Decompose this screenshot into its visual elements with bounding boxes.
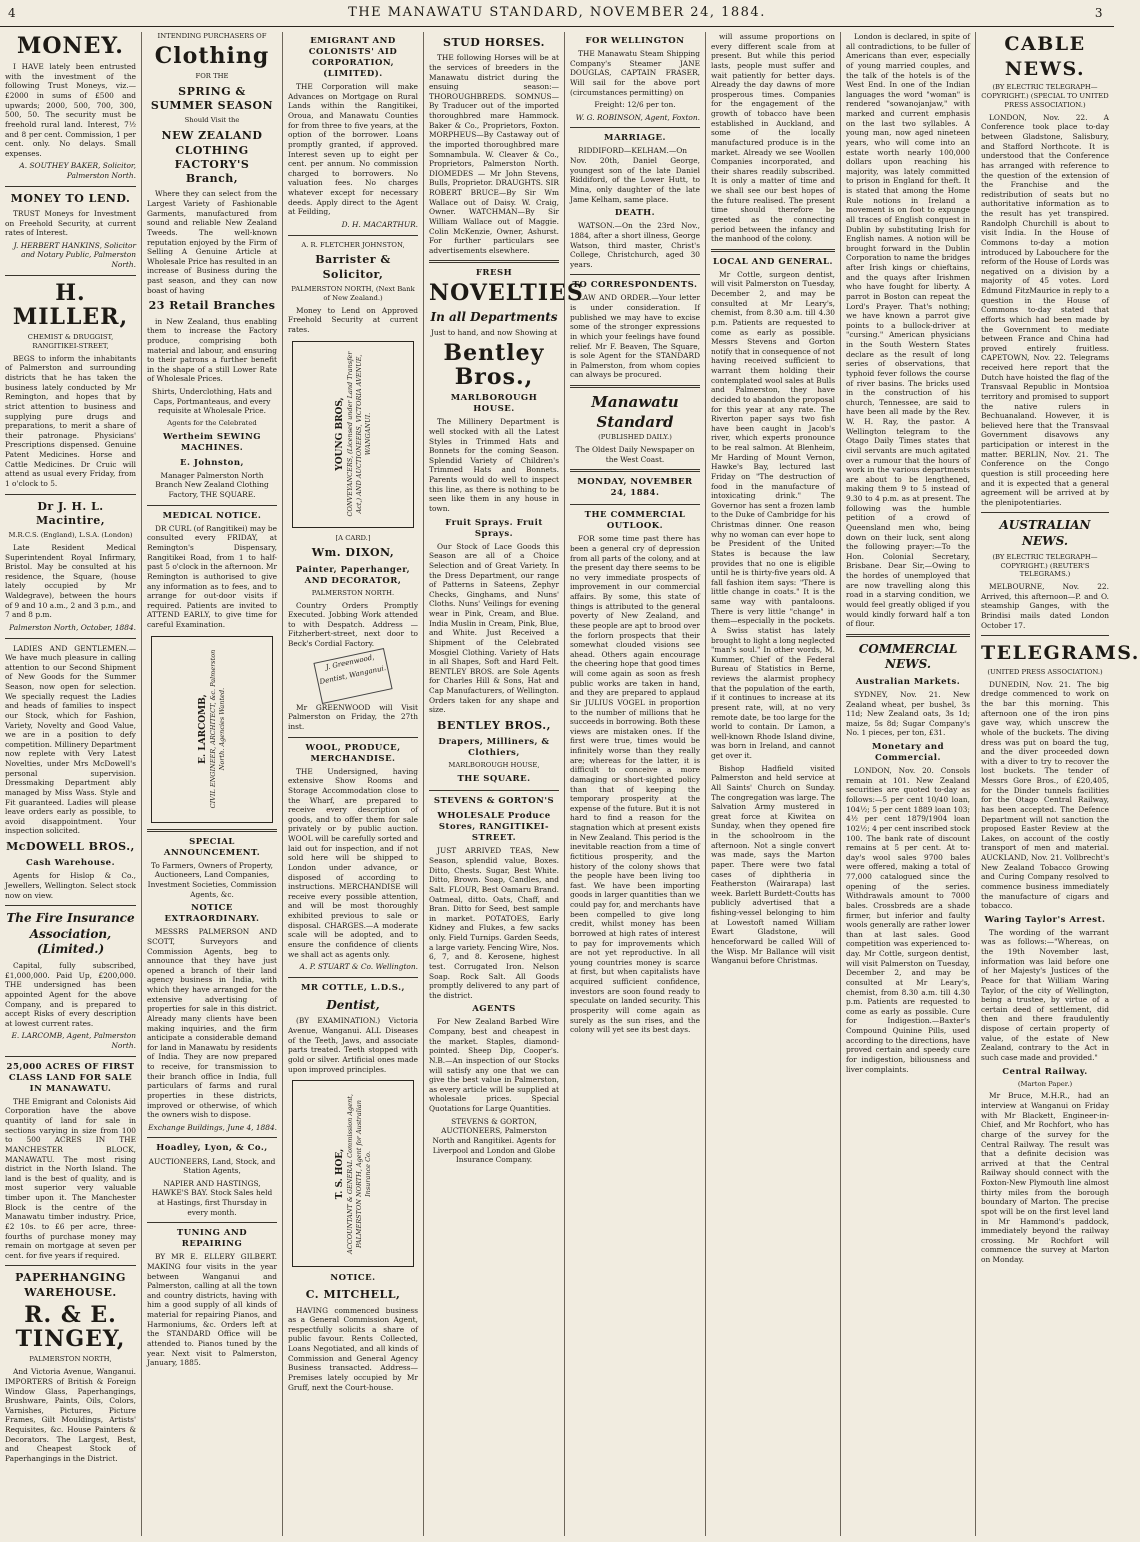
larcomb-card-name: E. LARCOMB, bbox=[198, 694, 209, 764]
macintire-ad-date: Palmerston North, October, 1884. bbox=[9, 622, 136, 632]
mcdowell-ad-body: Agents for Hislop & Co., Jewellers, Wellington. Select stock now on view. bbox=[5, 871, 136, 900]
greenwood-notice: Mr GREENWOOD will Visit Palmerston on Friday, the 27th inst. bbox=[288, 702, 418, 731]
masthead bbox=[0, 0, 1114, 27]
divider bbox=[5, 1265, 136, 1266]
dixon-body: Country Orders Promptly Executed. Jobbing Work attended to with Despatch. Address — Fitzherbert-street, next door to Beck's Cordial Factory. bbox=[288, 600, 418, 649]
clothing-title: Clothing bbox=[154, 42, 270, 69]
australian-markets-title: Australian Markets. bbox=[855, 676, 961, 687]
medical-notice-body: DR CURL (of Rangitikei) may be consulted every FRIDAY, at Remington's Dispensary, Rangitikei Road, from 1 to half-past 5 o'clock in the afternoon. Mr Remington is authorised to give any information as to fees, and to arrange for out-door visits if required. Patients are invited to ATTEND EARLY, to give time for careful Examination. bbox=[147, 523, 277, 630]
divider bbox=[288, 977, 418, 978]
divider bbox=[147, 1137, 277, 1138]
column-7 bbox=[840, 32, 975, 1536]
novelties-title: NOVELTIES bbox=[429, 280, 584, 307]
australian-news-subtitle: (BY ELECTRIC TELEGRAPH—COPYRIGHT.) (REUTER'S TELEGRAMS.) bbox=[992, 552, 1098, 579]
railway-subtitle: (Marton Paper.) bbox=[1017, 1079, 1073, 1088]
divider bbox=[5, 186, 136, 187]
fletcher-intro: A. R. FLETCHER JOHNSTON, bbox=[301, 240, 405, 249]
divider bbox=[429, 790, 559, 791]
column-2 bbox=[141, 32, 282, 1536]
telegrams-body: DUNEDIN, Nov. 21. The big dredge commenced to work on the bar this morning. This afternoon one of the iron pins gave way, which unscrew the whole of the buckets. The diving dress was put on board the tug, and the diver proceeded down with a diver to try to recover the lost buckets. The tender of Messrs Gore Bros., of £20,405, for the Dinder tunnels facilities for the Otago Central Railway, has been accepted. The Defence Department will not sanction the proposed Easter Review at the Lakes, on account of the costly transport of men and material. AUCKLAND, Nov. 21. Vollbrecht's New Zealand Tobacco Growing and Curing Company resolved to commence business immediately the manufacture of cigars and tobacco. bbox=[981, 679, 1109, 911]
fresh-label: FRESH bbox=[475, 268, 513, 279]
paperhanging-title: PAPERHANGING WAREHOUSE. bbox=[15, 1271, 126, 1299]
column-4 bbox=[423, 32, 584, 1536]
retail-branches-body: in New Zealand, thus enabling them to increase the Factory produce, comprising both material and labour, and ensuring to their patrons a further benefit in the shape of a still Lower Rate of Wholesale Prices. bbox=[147, 316, 277, 384]
special-announcement-subtitle: To Farmers, Owners of Property, Auctioneers, Land Companies, Investment Societies, Commission Agents, &c. bbox=[147, 860, 277, 899]
macintire-ad-body: Late Resident Medical Superintendent Royal Infirmary, Bristol. May be consulted at his residence, the Square, (house lately occupied by Mr Waldegrave), between the hours of 9 and 10 a.m., 2 and 3 p.m., and 7 and 8 p.m. bbox=[5, 542, 136, 620]
fire-insurance-body: Capital, fully subscribed, £1,000,000. Paid Up, £200,000. THE undersigned has been appointed Agent for the above Company, and is prepared to accept Risks of every description at lowest current rates. bbox=[5, 961, 136, 1028]
special-announcement-title: SPECIAL ANNOUNCEMENT. bbox=[163, 836, 261, 858]
divider bbox=[429, 260, 559, 263]
hoe-card bbox=[292, 1080, 414, 1267]
divider bbox=[147, 505, 277, 506]
emigrant-title: EMIGRANT AND COLONISTS' AID CORPORATION, (LIMITED). bbox=[308, 36, 398, 80]
hoe-card-name: T. S. HOE, bbox=[334, 1148, 345, 1199]
divider bbox=[981, 512, 1109, 513]
divider bbox=[288, 235, 418, 236]
macintire-ad-subtitle: M.R.C.S. (England), L.S.A. (London) bbox=[8, 531, 133, 540]
fletcher-subtitle: PALMERSTON NORTH, (Next Bank of New Zealand.) bbox=[291, 284, 415, 302]
shirts-line: Shirts, Underclothing, Hats and Caps, Portmanteaus, and every requisite at Wholesale Price. bbox=[152, 387, 272, 416]
page-number-left: 4 bbox=[8, 6, 18, 20]
australian-news-body: MELBOURNE, Nov. 22. Arrived, this afternoon—P. and O. steamship Ganges, with the Brindisi mails dated London October 17. bbox=[981, 582, 1109, 630]
emigrant-body: THE Corporation will make Advances on Mortgage on Rural Lands within the Rangitikei, Oroua, and Manawatu Counties for from three to five years, at the option of the borrower. Loans promptly granted, if approved. Interest seven up to eight per cent. per annum. No commission charged to borrowers. No valuation fees. No charges whatever except for necessary deeds. Apply direct to the Agent at Feilding, bbox=[288, 82, 418, 217]
outlook-continued: will assume proportions on every different scale from at present. But while this period lasts, people must suffer and wait patiently for better days. Already the day dawns of more prosperous times. Companies for the engagement of the growth of tobacco have been established in Auckland, and some of the locally manufactured produce is in the market. Already we see Woollen Companies incorporated, and their shares readily subscribed. It is only a matter of time and we shall see our best hopes of the future realised. The present time should therefore be greeted as the connecting period between the infancy and the manhood of the colony. bbox=[711, 32, 835, 244]
clothing-season: SPRING & SUMMER SEASON bbox=[150, 84, 274, 113]
column-5 bbox=[564, 32, 705, 1536]
stevens-signature: STEVENS & GORTON, AUCTIONEERS, Palmerston North and Rangitikei. Agents for Liverpool and London and Globe Insurance Company. bbox=[432, 1116, 556, 1165]
local-general-body-2: Bishop Hadfield visited Palmerston and held service at All Saints' Church on Sunday. The congregation was large. The Salvation Army mustered in great force at Kiwitea on Sunday, when they opened fire in the schoolroom in the afternoon. Not a single convert was made, says the Marton paper. There were two fatal cases of diphtheria in Featherston (Wairarapa) last week. Barlett Burdett-Coutts has publicly advertised that a fishing-vessel belonging to him at Lowestoft named William Ewart Gladstone, will henceforward be called Will of the Wisp. Mr Ballance will visit Wanganui before Christmas. bbox=[711, 763, 835, 966]
land-sale-body: THE Emigrant and Colonists Aid Corporation have the above quantity of land for sale in sections varying in size from 100 to 500 ACRES IN THE MANCHESTER BLOCK, MANAWATU. The most rising district in the North Island. The land is the best of quality, and is most superior very valuable timber upon it. The Manchester Block is the centre of the Manawatu timber industry. Price, £2 10s. to £6 per acre, three-fourths of purchase money may remain on mortgage at seven per cent. for five years if required. bbox=[5, 1096, 136, 1260]
cable-news-body: LONDON, Nov. 22. A Conference took place to-day between Gladstone, Salisbury, and Stafford Northcote. It is understood that the Conference has arranged with reference to the question of the extension of the Franchise and the redistribution of seats but no authoritative information as to the result has yet transpired. Randolph Churchill is about to visit India. In the House of Commons to-day a motion introduced by Labouchere for the reform of the House of Lords was negatived on a division by a majority of 45 votes. Lord Edmund FitzMaurice in reply to a question in the House of Commons to-day stated that efforts which had been made by the Government to mediate between France and China had proved entirely fruitless. CAPETOWN, Nov. 22. Telegrams received here report that the Dutch have hoisted the flag of the Transvaal Republic in Montsioa territory and promised to support the native rulers in Bechuanaland. However, it is believed here that the Transvaal Government disavows any participation or interest in the matter. BERLIN, Nov. 21. The Conference on the Congo question is still proceeding here and it is expected that a general agreement will be arrived at by the plenipotentiaries. bbox=[981, 112, 1109, 507]
drapers-line: Drapers, Milliners, & Clothiers, bbox=[438, 737, 550, 759]
mcdowell-ad-subtitle: Cash Warehouse. bbox=[25, 858, 116, 869]
stevens-body: JUST ARRIVED TEAS, New Season, splendid value, Boxes. Ditto, Chests. Sugar, Best White. Ditto, Brown. Soap, Candles, and Salt. FLOUR, Best Oamaru Brand. Oatmeal, ditto. Oats, Chaff, and Bran. Ditto for Seed, best sample in market. POTATOES, Early Kidney and Flukes, a few sacks only. Field Turnips. Garden Seeds, a large variety. Fencing Wire, Nos. 6, 7, and 8. Kerosene, highest test. Corrugated Iron. Nelson Soap. Rock Salt. All Goods promptly delivered to any part of the district. bbox=[429, 846, 559, 1000]
column-1 bbox=[0, 32, 141, 1536]
young-bros-card-name: YOUNG BROS, bbox=[334, 397, 345, 471]
freight-line: Freight: 12/6 per ton. bbox=[594, 100, 676, 110]
divider bbox=[288, 737, 418, 738]
money-ad-signature: A. SOUTHEY BAKER, Solicitor, Palmerston North. bbox=[19, 161, 136, 181]
divider bbox=[5, 1056, 136, 1057]
hoadley-title: Hoadley, Lyon, & Co., bbox=[156, 1143, 268, 1154]
dixon-place: PALMERSTON NORTH. bbox=[311, 588, 395, 597]
tingey-title: R. & E. TINGEY, bbox=[15, 1302, 126, 1353]
bentley-title: Bentley Bros., bbox=[443, 339, 545, 391]
clothing-factory: NEW ZEALAND CLOTHING FACTORY'S Branch, bbox=[161, 129, 263, 186]
agents-line: Agents for the Celebrated bbox=[167, 418, 257, 427]
telegrams-title: TELEGRAMS. bbox=[981, 642, 1140, 665]
fruit-sprays: Fruit Sprays. Fruit Sprays. bbox=[445, 517, 543, 539]
for-wellington-title: FOR WELLINGTON bbox=[585, 36, 685, 46]
telegrams-subtitle: (UNITED PRESS ASSOCIATION.) bbox=[987, 667, 1103, 676]
agents-body: For New Zealand Barbed Wire Company, best and cheapest in the market. Staples, diamond-pointed. Sheep Dip, Cooper's. N.B.—An inspection of our Stocks will satisfy any one that we can give the best value in Palmerston, as every article will be supplied at wholesale prices. Special Quotations for Large Quantities. bbox=[429, 1017, 559, 1114]
wool-body: THE Undersigned, having extensive Show Rooms and Storage Accommodation close to the Wharf, are prepared to receive every description of goods, and to offer them for sale privately or by public auction. WOOL will be carefully sorted and laid out for inspection, and if not sold here will be shipped to London under advance, or disposed of according to instructions. MERCHANDISE will receive every possible attention, and will be most thoroughly exhibited previous to sale or disposal. CHARGES.—A moderate scale will be adopted, and to ensure the confidence of clients we shall act as agents only. bbox=[288, 766, 418, 959]
fletcher-body: Money to Lend on Approved Freehold Security at current rates. bbox=[288, 305, 418, 334]
clothing-intro: INTENDING PURCHASERS OF bbox=[157, 32, 267, 40]
correspondents-title: TO CORRESPONDENTS. bbox=[572, 280, 698, 291]
lend-ad-title: MONEY TO LEND. bbox=[10, 191, 131, 205]
stud-horses-body: THE following Horses will be at the services of breeders in the Manawatu district during the ensuing season:— THOROUGHBREDS. SOMNUS—By Traducer out of the imported thoroughbred mare Hammock. Baker & Co., Proprietors, Foxton. MORPHEUS—By Castaway out of the imported thoroughbred mare Somnambula. W. Cleaver & Co., Proprietors, Palmerston North. DIOMEDES — Mr John Stevens, Bulls, Proprietor. DRAUGHTS. SIR ROBERT BRUCE—By Sir Wm Wallace out of Daisy. W. Craig, Owner. WATCHMAN—By Sir William Wallace out of Maggie. Colin McKenzie, Owner, Ashurst. For further particulars see advertisements elsewhere. bbox=[429, 53, 559, 255]
fruit-sprays-body: Our Stock of Lace Goods this Season are all of a Choice Selection and of Great Variety. In the Dress Department, our range of Patterns in Sateens, Zephyr Checks, Ginghams, and Nuns' Cloths. Nuns' Veilings for evening wear in Pink, Cream, and Blue. India Muslin in Cream, Pink, Blue, and White. Just Received a Shipment of the Celebrated Mosgiel Clothing. Variety of Hats in all Shapes, Soft and Hard Felt. BENTLEY BROS. are Sole Agents for Charles Hill & Sons, Hat and Cap Manufacturers, of Wellington. Orders taken for any shape and size. bbox=[429, 541, 559, 715]
death-title: DEATH. bbox=[614, 208, 656, 219]
divider bbox=[5, 494, 136, 495]
retail-branches: 23 Retail Branches bbox=[148, 299, 276, 313]
column-3 bbox=[282, 32, 423, 1536]
divider bbox=[5, 275, 136, 276]
column-8 bbox=[975, 32, 1140, 1536]
cottle-title: MR COTTLE, L.D.S., bbox=[300, 982, 406, 993]
correspondents-body: LAW AND ORDER.—Your letter is under consideration. If published we may have to excise some of the stronger expressions in which your feelings have found relief. Mr F. Beaven, The Square, is sole Agent for the STANDARD in Palmerston, from whom copies can always be procured. bbox=[570, 293, 700, 380]
newspaper-title: THE MANAWATU STANDARD, NOVEMBER 24, 1884. bbox=[348, 5, 766, 20]
millinery-body: The Millinery Department is well stocked with all the Latest Styles in Trimmed Hats and Bonnets for the coming Season. Splendid Variety of Children's Trimmed Hats and Bonnets. Parents would do well to inspect this line, as there is nothing to be seen like them in any house in town. bbox=[429, 417, 559, 513]
page-number-right: 3 bbox=[1094, 6, 1104, 20]
local-continued: London is declared, in spite of all contradictions, to be fuller of Americans than ever, especially of young married couples, and the talk of the hotels is of the West End. In one of the Indian languages the word "woman" is rendered "sowanojanjaw," with marked and current emphasis on the last two syllables. A young man, now aged nineteen years, who will come into an estate worth nearly 100,000 dollars upon reaching his majority, was lately committed to prison in England for theft. It is stated that among the Home Rule notions in Ireland a movement is on foot to expunge all traces of English conquest in Dublin by substituting Irish for English names. A notion will be brought forward in the Dublin Corporation to name the bridges after Irish kings or chieftains, and the quays after Irishmen who have fought for liberty. A parrot in Boston can repeat the Lord's Prayer. That's nothing; we have known a parrot give points to a bullock-driver at "cursing." American physicians in the South Western States declare as the result of long series of observations, that typhoid fever follows the course of river basins. The bricks used in the construction of his church, Tennessee, are said to have been all made by the Rev. W. H. Ray, the pastor. A Wellington telegram to the Otago Daily Times states that civil servants are much agitated over a rumour that the hours of work in the various departments are about to be lengthened, making them 9 to 5 instead of 9.30 to 4 p.m. as at present. The following was the humble petition of a crowd of Queensland men who, being down on their luck, sent along the following prayer:—To the Hon. Colonial Secretary, Brisbane. Dear Sir,—Owing to the hordes of unemployed that are now travelling along this road in a starving condition, we would feel greatly obliged if you would kindly forward half a ton of flour. bbox=[846, 32, 970, 629]
macintire-ad-title: Dr J. H. L. Macintire, bbox=[35, 499, 106, 527]
marriage-body: RIDDIFORD—KELHAM.—On Nov. 20th, Daniel George, youngest son of the late Daniel Riddiford, of the Lower Hutt, to Mina, only daughter of the late Jame Kelham, same place. bbox=[570, 146, 700, 204]
divider bbox=[570, 504, 700, 505]
tingey-subtitle: PALMERSTON NORTH, bbox=[29, 1355, 112, 1364]
lend-ad-body: TRUST Moneys for Investment on Freehold Security, at current rates of Interest. bbox=[5, 208, 136, 238]
divider bbox=[147, 829, 277, 832]
marriage-title: MARRIAGE. bbox=[604, 133, 666, 144]
dixon-subtitle: Painter, Paperhanger, AND DECORATOR, bbox=[295, 564, 411, 586]
notice-extraordinary-body: MESSRS PALMERSON AND SCOTT, Surveyors and Commission Agents, beg to announce that they have just opened a branch of their land agency business in India, with which they have arranged for the extensive advertising of properties for sale in this district. Already many clients have been making inquiries, and the firm anticipate a considerable demand for land in Manawatu by residents of India. They are now prepared to receive, for transmission to their branch office in India, full particulars of farms and rural properties in these districts, improved or otherwise, of which the owners wish to dispose. bbox=[147, 927, 277, 1120]
fire-insurance-title: The Fire Insurance Association, (Limited.) bbox=[6, 911, 135, 957]
railway-title: Central Railway. bbox=[1002, 1066, 1088, 1077]
australian-news-title: AUSTRALIAN NEWS. bbox=[999, 518, 1091, 549]
mitchell-body: HAVING commenced business as a General Commission Agent, respectfully solicits a share of public favour. Rents Collected, Loans Negotiated, and all kinds of Commission and General Agency Business transacted. Address—Premises lately occupied by Mr Gruff, next the Court-house. bbox=[288, 1305, 418, 1392]
divider bbox=[711, 249, 835, 252]
published-daily: (PUBLISHED DAILY.) bbox=[598, 433, 672, 442]
australian-markets-body: SYDNEY, Nov. 21. New Zealand wheat, per bushel, 3s 11d; New Zealand oats, 3s 1d; maize, 5s 8d; Sugar Company's No. 1 pieces, per ton, £31. bbox=[846, 689, 970, 738]
johnston-body: Manager Palmerston North Branch New Zealand Clothing Factory, THE SQUARE. bbox=[155, 470, 269, 500]
marlborough-house-2: MARLBOROUGH HOUSE, bbox=[448, 761, 540, 770]
stud-horses-title: STUD HORSES. bbox=[443, 36, 545, 49]
arrest-title: Waring Taylor's Arrest. bbox=[984, 914, 1106, 925]
tingey-body: And Victoria Avenue, Wanganui. IMPORTERS of British & Foreign Window Glass, Paperhangings, Brushware, Paints, Oils, Colors, Varnishes, Pictures, Picture Frames, Gilt Mouldings, Artists' Requisites, &c. House Painters & Decorators. The Largest, Best, and Cheapest Stock of Paperhangings in the District. bbox=[5, 1367, 136, 1463]
notice-extraordinary-title: NOTICE EXTRAORDINARY. bbox=[164, 903, 260, 925]
larcomb-card-lines: CIVIL ENGINEER, ARCHITECT, &c. Palmerston North. Agencies Wanted. bbox=[209, 649, 227, 809]
divider bbox=[5, 905, 136, 906]
divider bbox=[570, 385, 700, 388]
hoadley-subtitle: AUCTIONEERS, Land, Stock, and Station Agents, bbox=[148, 1156, 276, 1176]
column-6 bbox=[705, 32, 840, 1536]
ladies-ad-body: LADIES AND GENTLEMEN.—We have much pleasure in calling attention to our Second Shipment of New Goods for the Summer Season, now open for selection. We specially request the Ladies and heads of families to inspect our Stock, which for Fashion, Variety, Novelty and Good Value, we are in a position to defy competition. Millinery Department now replete with Very Latest Novelties, under Mrs McDowell's personal supervision. Dressmaking Department ably managed by Miss Wass. Style and Fit guaranteed. Ladies will please leave orders early as possible, to avoid disappointment. Your inspection solicited. bbox=[5, 643, 136, 836]
divider bbox=[570, 127, 700, 128]
mcdowell-ad-title: McDOWELL BROS., bbox=[6, 840, 135, 854]
divider bbox=[846, 634, 970, 637]
miller-ad-body: BEGS to inform the inhabitants of Palmerston and surrounding districts that he has taken the business lately conducted by Mr Remington, and hopes that by strict attention to business and supplying pure drugs and preparations, to merit a share of their patronage. Physicians' Prescriptions dispensed. Genuine Patent Medicines. Horse and Cattle Medicines. Dr Cruic will attend as usual every Friday, from 1 o'clock to 5. bbox=[5, 353, 136, 488]
the-square: THE SQUARE. bbox=[457, 774, 531, 785]
cottle-subtitle: Dentist, bbox=[326, 997, 380, 1012]
wool-signature: A. P. STUART & Co. Wellington. bbox=[299, 962, 418, 972]
divider bbox=[147, 1222, 277, 1223]
shipping-body: THE Manawatu Steam Shipping Company's Steamer JANE DOUGLAS, CAPTAIN FRASER, Will sail for the above port (circumstances permitting) on bbox=[570, 49, 700, 97]
medical-notice-title: MEDICAL NOTICE. bbox=[162, 510, 262, 521]
young-bros-card-lines: CONVEYANCERS, (Licensed under Land Transfer Act,) AND AUCTIONEERS, VICTORIA AVENUE, WANGANUI. bbox=[345, 351, 372, 517]
issue-date: MONDAY, NOVEMBER 24, 1884. bbox=[577, 477, 693, 499]
divider bbox=[570, 469, 700, 472]
divider bbox=[5, 638, 136, 639]
larcomb-card bbox=[151, 636, 273, 823]
cottle-body: (BY EXAMINATION.) Victoria Avenue, Wanganui. ALL Diseases of the Teeth, Jaws, and associate parts treated. Teeth stopped with gold or silver. Artificial ones made upon improved principles. bbox=[288, 1016, 418, 1074]
wool-title: WOOL, PRODUCE, MERCHANDISE. bbox=[305, 742, 401, 764]
just-to-hand: Just to hand, and now Showing at bbox=[430, 328, 558, 338]
stevens-title: STEVENS & GORTON'S bbox=[433, 796, 555, 807]
tuning-title: TUNING AND REPAIRING bbox=[176, 1228, 248, 1250]
card-label: [A CARD.] bbox=[335, 533, 371, 542]
cable-news-subtitle: (BY ELECTRIC TELEGRAPH—COPYRIGHT.) (SPECIAL TO UNITED PRESS ASSOCIATION.) bbox=[981, 83, 1109, 110]
miller-ad-title: H. MILLER, bbox=[12, 279, 129, 330]
local-general-title: LOCAL AND GENERAL. bbox=[713, 256, 833, 267]
clothing-visit: Should Visit the bbox=[184, 116, 240, 125]
fletcher-title: Barrister & Solicitor, bbox=[315, 253, 391, 281]
notice-extraordinary-place: Exchange Buildings, June 4, 1884. bbox=[148, 1122, 277, 1132]
wertheim-line: Wertheim SEWING MACHINES. bbox=[162, 431, 262, 453]
all-departments: In all Departments bbox=[430, 309, 558, 324]
miller-ad-subtitle: CHEMIST & DRUGGIST, RANGITIKEI-STREET, bbox=[27, 333, 114, 350]
land-sale-title: 25,000 ACRES OF FIRST CLASS LAND FOR SALE IN MANAWATU. bbox=[6, 1061, 135, 1094]
greenwood-stamp: J. Greenwood, Dentist, Wanganui. bbox=[313, 648, 392, 704]
commercial-news-title: COMMERCIAL NEWS. bbox=[858, 641, 958, 672]
stevens-subtitle: WHOLESALE Produce Stores, RANGITIKEI-STREET. bbox=[437, 811, 551, 844]
monetary-title: Monetary and Commercial. bbox=[871, 742, 945, 764]
dixon-title: Wm. DIXON, bbox=[311, 546, 395, 560]
oldest-daily: The Oldest Daily Newspaper on the West Coast. bbox=[575, 444, 695, 464]
cable-news-title: CABLE NEWS. bbox=[1004, 33, 1086, 80]
young-bros-card bbox=[292, 341, 414, 528]
money-ad-body: I HAVE lately been entrusted with the investment of the following Trust Moneys, viz.— £2000 in sums of £500 and upwards; 2000, 500, 700, 300, 500, 50. The security must be freehold rural land. Interest, 7½ and 8 per cent. Commission, 1 per cent. only. No delays. Small expenses. bbox=[5, 62, 136, 158]
agents-title: AGENTS bbox=[472, 1004, 516, 1015]
shipping-signature: W. G. ROBINSON, Agent, Foxton. bbox=[575, 112, 700, 122]
mitchell-title: C. MITCHELL, bbox=[305, 1288, 401, 1302]
clothing-factory-body: Where they can select from the Largest Variety of Fashionable Garments, manufactured from sound and reliable New Zealand Tweeds. The well-known reputation enjoyed by the Firm of Selling A Genuine Article at Wholesale Price has resulted in an increase of Business during the past season, and they can now boast of having bbox=[147, 189, 277, 295]
notice-title: NOTICE. bbox=[330, 1273, 376, 1284]
marlborough-house: MARLBOROUGH HOUSE. bbox=[450, 393, 538, 415]
clothing-for-the: FOR THE bbox=[195, 72, 229, 81]
standard-masthead: Manawatu Standard bbox=[591, 393, 679, 431]
tuning-body: BY MR E. ELLERY GILBERT. MAKING four visits in the year between Wanganui and Palmerston, calling at all the town and country districts, having with him a good supply of all kinds of material for repairing Pianos, and Harmoniums, &c. Orders left at the STANDARD Office will be attended to. Pianos tuned by the year. Next visit to Palmerston, January, 1885. bbox=[147, 1252, 277, 1368]
local-general-body: Mr Cottle, surgeon dentist, will visit Palmerston on Tuesday, December 2, and may be consulted at Mr Leary's, chemist, from 8.30 a.m. till 4.30 p.m. Patients are requested to come as early as possible. Messrs Stevens and Gorton notify that in consequence of not having received sufficient to warrant them holding their contemplated wool sales at Bulls and Palmerston, they have decided to abandon the proposal for this year at any rate. The Riverton paper says two fish have been caught in Jacob's river, which experts pronounce to be real salmon. At Blenheim, Mr Harding of Mount Vernon, Hawke's Bay, lectured last Friday on "The destruction of food in the manufacture of intoxicating drink." The Governor has sent a frozen lamb to the Duke of Cambridge for his Christmas dinner. One reason why no woman can ever hope to be President of the United States is because the law provides that no one is eligible until he is thirty-five years old. A fall fashion item says: "There is little change in coats." It is the same way with pantaloons. There is very little "change" in them—especially in the pockets. A Swiss statist has lately brought to light a long neglected "man's soul." In other words, M. Kummer, Chief of the Federal Bureau of Statistics in Berne, reviews the alarmist prophecy that the population of the earth, if it continues to increase at its present rate, will, at no very remote date, be too large for the world to contain. Dr Lamon, a well-known Rhode Island divine, was born in Ireland, and cannot get over it. bbox=[711, 269, 835, 761]
arrest-body: The wording of the warrant was as follows:—"Whereas, on the 19th November last, information was laid before one of her Majesty's Justices of the Peace for that William Waring Taylor, of the city of Wellington, being a trustee, by virtue of a certain deed of settlement, did then and there fraudulently dispose of certain property of value, of the estate of New Zealand, contrary to the Act in such case made and provided." bbox=[981, 927, 1109, 1062]
hoe-card-lines: ACCOUNTANT & GENERAL Commission Agent, PALMERSTON NORTH, Agent for Australian Insurance Co. bbox=[345, 1093, 372, 1254]
divider bbox=[570, 274, 700, 275]
bentley-title-2: BENTLEY BROS., bbox=[437, 718, 551, 732]
emigrant-signature: D. H. MACARTHUR. bbox=[341, 219, 418, 229]
fire-insurance-signature: E. LARCOMB, Agent, Palmerston North. bbox=[11, 1031, 136, 1051]
money-ad-title: MONEY. bbox=[17, 33, 124, 59]
commercial-outlook-title: THE COMMERCIAL OUTLOOK. bbox=[584, 510, 686, 532]
commercial-outlook-body: FOR some time past there has been a general cry of depression from all parts of the colony, and at the present day there seems to be no very immediate prospects of improvement in our commercial affairs. By some, this state of things is attributed to the general poverty of New Zealand, and these people are apt to brood over the forlorn prospects that their somewhat clouded visions see ahead. Others again encourage the cheering hope that good times will come again as soon as fresh public works are taken in hand, and they are prepared to applaud Sir JULIUS VOGEL in proportion to the number of millions that he succeeds in borrowing. Both these views are mistaken ones. If the first were true, times would be infinitely worse than they really are; whereas for the latter, it is difficult to conceive a more damaging or short-sighted policy than that of keeping the temporary prosperity at the expense of the future. But it is not hard to find a reason for the stagnation which at present exists in New Zealand. This period is the inevitable reaction from a time of fictitious prosperity, and the history of the colony shows that the people have been living too fast. We have been importing goods in larger quantities than we could pay for, and merchants have been compelled to give long credit, whilst money has been borrowed at high rates of interest to pay for improvements which are not yet reproductive. In all young countries money is scarce at first, but when capitalists have acquired sufficient confidence, investors are soon found ready to speculate on landed security. This prosperity will come again as surely as the sun rises, and the colony will yet see its best days. bbox=[570, 534, 700, 1035]
divider bbox=[981, 635, 1109, 636]
hoadley-body: NAPIER AND HASTINGS, HAWKE'S BAY. Stock Sales held at Hastings, first Thursday in every month. bbox=[151, 1178, 273, 1217]
monetary-body: LONDON, Nov. 20. Consols remain at 101. New Zealand securities are quoted to-day as follows:—5 per cent 10/40 loan, 104½; 5 per cent 1889 loan 103; 4½ per cent 1879/1904 loan 102½; 4 per cent inscribed stock 100. The bank rate of discount remains at 5 per cent. At to-day's wool sales 9700 bales were offered, making a total of 77,000 catalogued since the opening of the series. Withdrawals amount to 7000 bales. Crossbreds are a shade firmer, but inferior and faulty wools generally are rather lower than at last sales. Good competition was experienced to-day. Mr Cottle, surgeon dentist, will visit Palmerston on Tuesday, December 2, and may be consulted at Mr Leary's, chemist, from 8.30 a.m. till 4.30 p.m. Patients are requested to come as early as possible. Cure for Indigestion.—Baxter's Compound Quinine Pills, used according to the directions, have proved certain and speedy cure for indigestion, biliousness and liver complaints. bbox=[846, 766, 970, 1074]
death-body: WATSON.—On the 23rd Nov., 1884, after a short illness, George Watson, third master, Christ's College, Christchurch, aged 30 years. bbox=[570, 221, 700, 269]
lend-ad-signature: J. HERBERT HANKINS, Solicitor and Notary Public, Palmerston North. bbox=[13, 240, 136, 270]
johnston-title: E. Johnston, bbox=[180, 457, 244, 468]
railway-body: Mr Bruce, M.H.R., had an interview at Wanganui on Friday with Mr Blackett, Engineer-in-Chief, and Mr Rochfort, who has charge of the survey for the Central Railway. The result was that a definite decision was arrived at that the Central Railway should connect with the Foxton-New Plymouth line almost thirty miles from the borough boundary of Marton. The precise spot will be on the first level land in Mr Hammond's paddock, immediately beyond the railway crossing. Mr Rochfort will commence the survey at Marton on Monday. bbox=[981, 1091, 1109, 1265]
